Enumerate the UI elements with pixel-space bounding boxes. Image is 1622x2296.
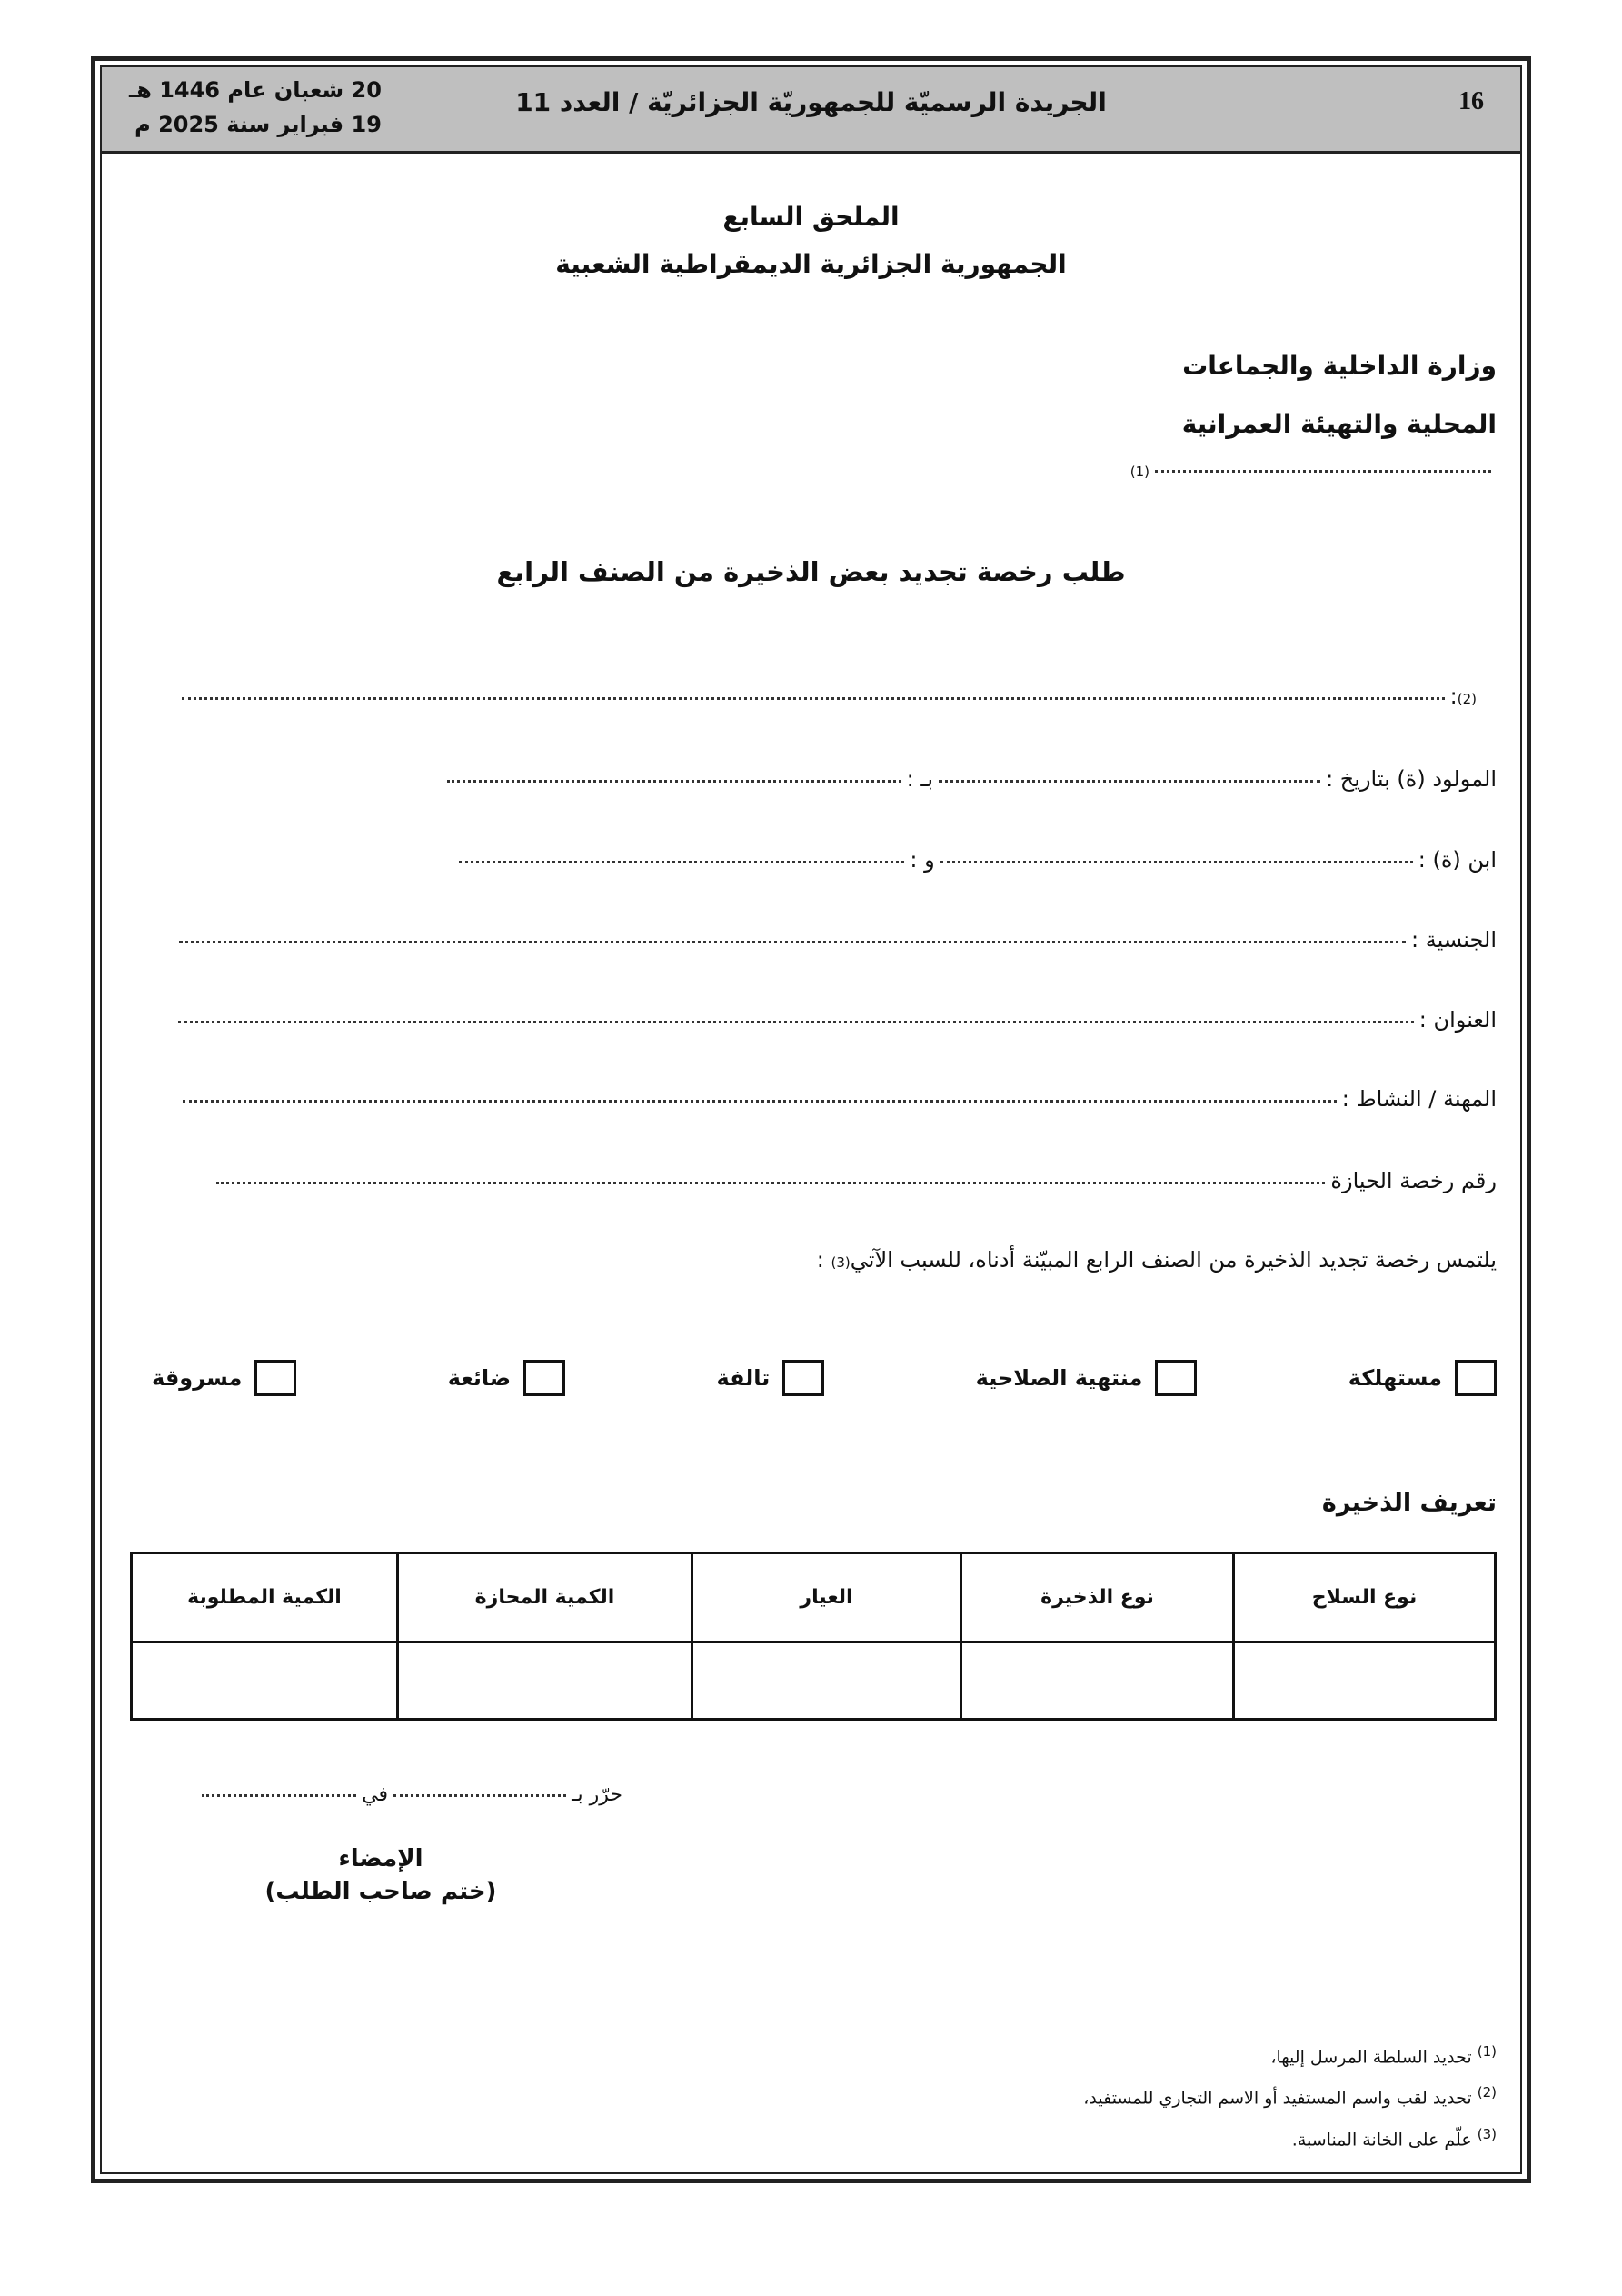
nationality-field[interactable] <box>174 927 1497 953</box>
annex-title: الملحق السابع <box>722 202 900 232</box>
reason-stolen[interactable] <box>152 1360 296 1396</box>
issue-date <box>129 73 382 142</box>
profession-label: المهنة / النشاط : <box>1341 1086 1497 1112</box>
done-at-label: حرّر بـ <box>572 1783 622 1806</box>
done-at-field[interactable] <box>196 1783 622 1806</box>
profession-field[interactable] <box>177 1086 1497 1112</box>
reason-consumed[interactable] <box>1348 1360 1497 1396</box>
ministry-line1: وزارة الداخلية والجماعات <box>1182 351 1497 381</box>
col-weapon-type: نوع السلاح <box>1234 1553 1496 1642</box>
nationality-label: الجنسية : <box>1411 927 1497 953</box>
reason-label: ضائعة <box>447 1365 512 1391</box>
checkbox[interactable] <box>254 1360 296 1396</box>
footnote-number: (1) <box>1477 2043 1497 2060</box>
col-requested-qty: الكمية المطلوبة <box>132 1553 398 1642</box>
cell-caliber[interactable] <box>692 1642 961 1720</box>
cell-ammo-type[interactable] <box>961 1642 1234 1720</box>
cell-held-qty[interactable] <box>398 1642 692 1720</box>
note-ref: (2) <box>1457 691 1477 707</box>
ammo-section-title: تعريف الذخيرة <box>1321 1489 1497 1517</box>
col-caliber: العيار <box>692 1553 961 1642</box>
signature-label: الإمضاء <box>338 1845 423 1872</box>
name-field[interactable] <box>176 684 1477 709</box>
col-ammo-type: نوع الذخيرة <box>961 1553 1234 1642</box>
colon: : <box>816 1247 824 1273</box>
date-hijri: 20 شعبان عام 1446 هـ <box>129 77 382 103</box>
footnote-number: (3) <box>1477 2125 1497 2142</box>
footnote <box>1083 2117 1497 2158</box>
colon: : <box>1449 684 1458 709</box>
checkbox[interactable] <box>782 1360 824 1396</box>
table-header-row <box>132 1553 1496 1642</box>
republic-title: الجمهورية الجزائرية الديمقراطية الشعبية <box>555 249 1067 279</box>
birth-place-label: بـ : <box>906 766 934 792</box>
ammo-table <box>130 1552 1497 1721</box>
license-field[interactable] <box>211 1168 1497 1193</box>
gazette-title: الجريدة الرسميّة للجمهوريّة الجزائريّة / العدد 11 <box>515 87 1107 117</box>
table-row <box>132 1642 1496 1720</box>
birth-field[interactable] <box>442 766 1497 792</box>
reason-label: مسروقة <box>152 1365 243 1391</box>
parents-field[interactable] <box>453 847 1497 873</box>
footnote-text: تحديد لقب واسم المستفيد أو الاسم التجاري للمستفيد، <box>1083 2088 1472 2109</box>
address-field[interactable] <box>173 1007 1497 1033</box>
request-statement <box>817 1247 1497 1273</box>
ministry-line2: المحلية والتهيئة العمرانية <box>1181 409 1497 439</box>
footnote-text: تحديد السلطة المرسل إليها، <box>1270 2047 1472 2068</box>
reason-expired[interactable] <box>976 1360 1198 1396</box>
checkbox[interactable] <box>1155 1360 1197 1396</box>
on-label: في <box>362 1783 389 1806</box>
footnote-text: علّم على الخانة المناسبة. <box>1291 2129 1472 2150</box>
note-ref: (1) <box>1129 464 1149 480</box>
reason-label: مستهلكة <box>1348 1365 1442 1391</box>
footnote <box>1083 2075 1497 2116</box>
birth-label: المولود (ة) بتاريخ : <box>1326 766 1497 792</box>
and-label: و : <box>910 847 935 873</box>
stamp-label: (ختم صاحب الطلب) <box>264 1878 497 1905</box>
reason-checkboxes <box>152 1360 1497 1396</box>
checkbox[interactable] <box>523 1360 565 1396</box>
footnote <box>1083 2034 1497 2075</box>
cell-weapon-type[interactable] <box>1234 1642 1496 1720</box>
reason-lost[interactable] <box>448 1360 565 1396</box>
gazette-header <box>102 67 1520 154</box>
reason-label: تالفة <box>716 1365 771 1391</box>
reason-label: منتهية الصلاحية <box>975 1365 1143 1391</box>
form-title: طلب رخصة تجديد بعض الذخيرة من الصنف الرابع <box>496 556 1126 587</box>
authority-field[interactable] <box>1130 464 1497 480</box>
note-ref: (3) <box>831 1254 851 1271</box>
address-label: العنوان : <box>1418 1007 1497 1033</box>
col-held-qty: الكمية المحازة <box>398 1553 692 1642</box>
son-label: ابن (ة) : <box>1418 847 1497 873</box>
license-label: رقم رخصة الحيازة <box>1330 1168 1497 1193</box>
reason-damaged[interactable] <box>716 1360 824 1396</box>
footnotes <box>1083 2034 1497 2158</box>
cell-requested-qty[interactable] <box>132 1642 398 1720</box>
request-text: يلتمس رخصة تجديد الذخيرة من الصنف الرابع المبيّنة أدناه، للسبب الآتي <box>850 1247 1497 1273</box>
date-gregorian: 19 فبراير سنة 2025 م <box>134 112 382 137</box>
page-number: 16 <box>1458 87 1484 115</box>
footnote-number: (2) <box>1477 2084 1497 2101</box>
checkbox[interactable] <box>1455 1360 1497 1396</box>
